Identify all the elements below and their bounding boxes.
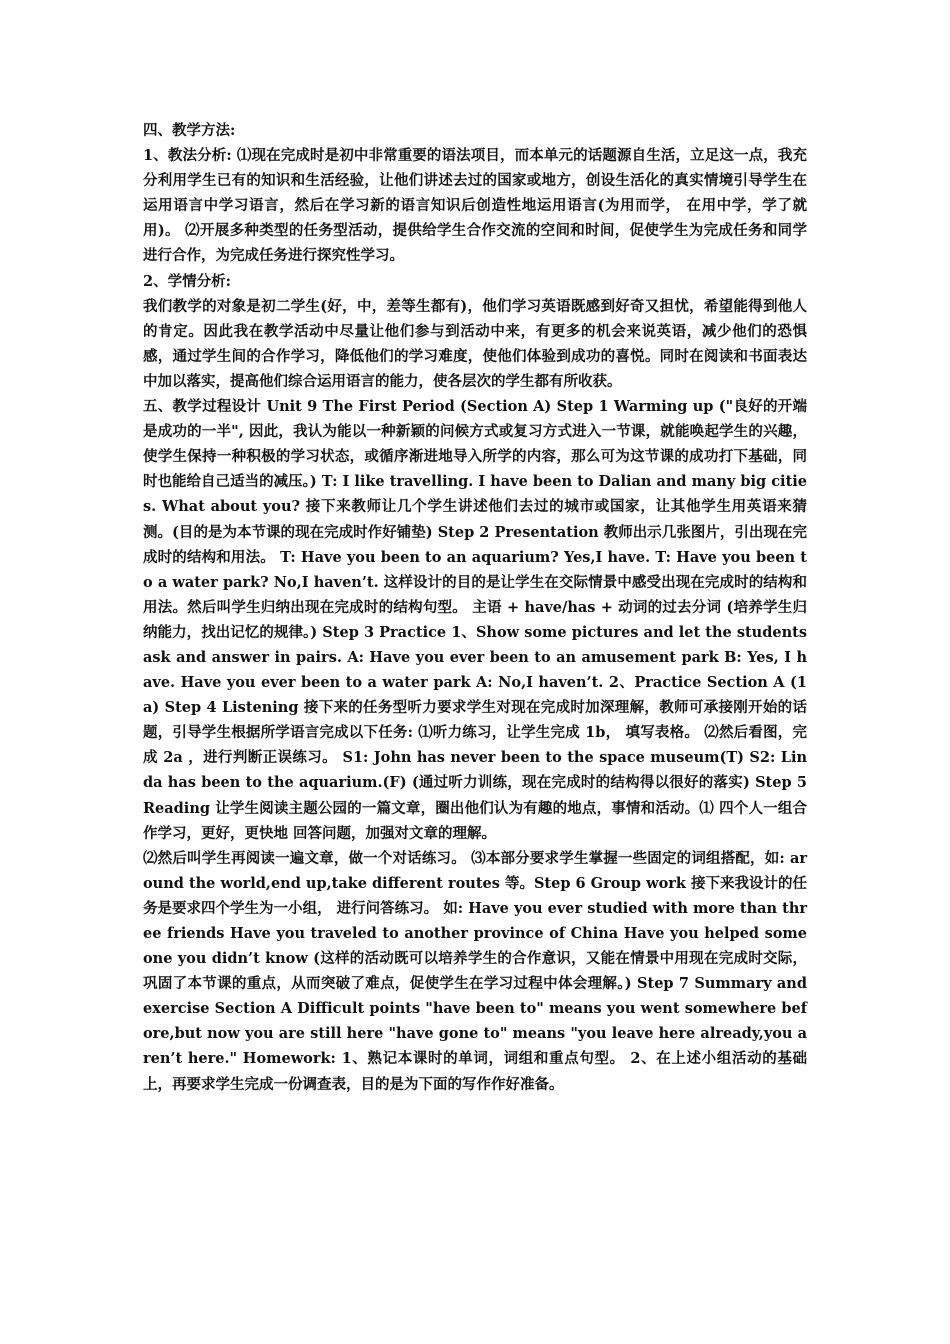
paragraph-learner-analysis: 我们教学的对象是初二学生(好，中，差等生都有)，他们学习英语既感到好奇又担忧，希望能得到他人的肯定。因此我在教学活动中尽量让他们参与到活动中来，有更多的机会来说英语，减少他们的恐惧感，通过学生间的合作学习，降低他们的学习难度，使他们体验到成功的喜悦。同时在阅读和书面表达中加以落实，提高他们综合运用语言的能力，使各层次的学生都有所收获。: [143, 297, 807, 390]
paragraph-teaching-process-continued: ⑵然后叫学生再阅读一遍文章，做一个对话练习。 ⑶本部分要求学生掌握一些固定的词组搭配，如: around the world,end up,take different routes 等。Step 6 Group work 接下来我设计的任务是要求四个学生为一小组， 进行问答练习。 如: Have you ever studied with more than three friends Have you traveled to another province of China Have you helped someone you didn’t know (这样的活动既可以培养学生的合作意识，又能在情景中用现在完成时交际，巩固了本节课的重点，从而突破了难点，促使学生在学习过程中体会理解。) Step 7 Summary and exercise Section A Difficult points "have been to" means you went somewhere before,but now you are still here "have gone to" means "you leave here already,you aren’t here." Homework: 1、熟记本课时的单词，词组和重点句型。 2、在上述小组活动的基础上，再要求学生完成一份调查表，目的是为下面的写作作好准备。: [143, 849, 807, 1093]
section-heading-teaching-methods: 四、教学方法:: [143, 122, 236, 139]
paragraph-method-analysis: 1、教法分析: ⑴现在完成时是初中非常重要的语法项目，而本单元的话题源自生活，立足这一点，我充分利用学生已有的知识和生活经验，让他们讲述去过的国家或地方，创设生活化的真实情境引导学生在 运用语言中学习语言，然后在学习新的语言知识后创造性地运用语言(为用而学， 在用中学，学了就用)。 ⑵开展多种类型的任务型活动，提供给学生合作交流的空间和时间，促使学生为完成任务和同学进行合作，为完成任务进行探究性学习。: [143, 147, 807, 265]
paragraph-teaching-process: 五、教学过程设计 Unit 9 The First Period (Section A) Step 1 Warming up ("良好的开端是成功的一半", 因此，我认为能以一种新颖的问候方式或复习方式进入一节课，就能唤起学生的兴趣，使学生保持一种积极的学习状态，或循序渐进地导入所学的内容，那么可为这节课的成功打下基础，同时也能给自己适当的减压。) T: I like travelling. I have been to Dalian and many big cities. What about you? 接下来教师让几个学生讲述他们去过的城市或国家，让其他学生用英语来猜测。(目的是为本节课的现在完成时作好铺垫) Step 2 Presentation 教师出示几张图片，引出现在完成时的结构和用法。 T: Have you been to an aquarium? Yes,I have. T: Have you been to a water park? No,I haven’t. 这样设计的目的是让学生在交际情景中感受出现在完成时的结构和用法。然后叫学生归纳出现在完成时的结构句型。 主语 + have/has + 动词的过去分词 (培养学生归纳能力，找出记忆的规律。) Step 3 Practice 1、Show some pictures and let the students ask and answer in pairs. A: Have you ever been to an amusement park B: Yes, I have. Have you ever been to a water park A: No,I haven’t. 2、Practice Section A (1a) Step 4 Listening 接下来的任务型听力要求学生对现在完成时加深理解，教师可承接刚开始的话题，引导学生根据所学语言完成以下任务: ⑴听力练习，让学生完成 1b， 填写表格。 ⑵然后看图，完成 2a ，进行判断正误练习。 S1: John has never been to the space museum(T) S2: Linda has been to the aquarium.(F) (通过听力训练，现在完成时的结构得以很好的落实) Step 5 Reading 让学生阅读主题公园的一篇文章，圈出他们认为有趣的地点，事情和活动。⑴ 四个人一组合作学习，更好，更快地 回答问题，加强对文章的理解。: [143, 398, 807, 842]
subheading-learner-analysis: 2、学情分析:: [143, 272, 231, 290]
document-body: [143, 118, 807, 1097]
